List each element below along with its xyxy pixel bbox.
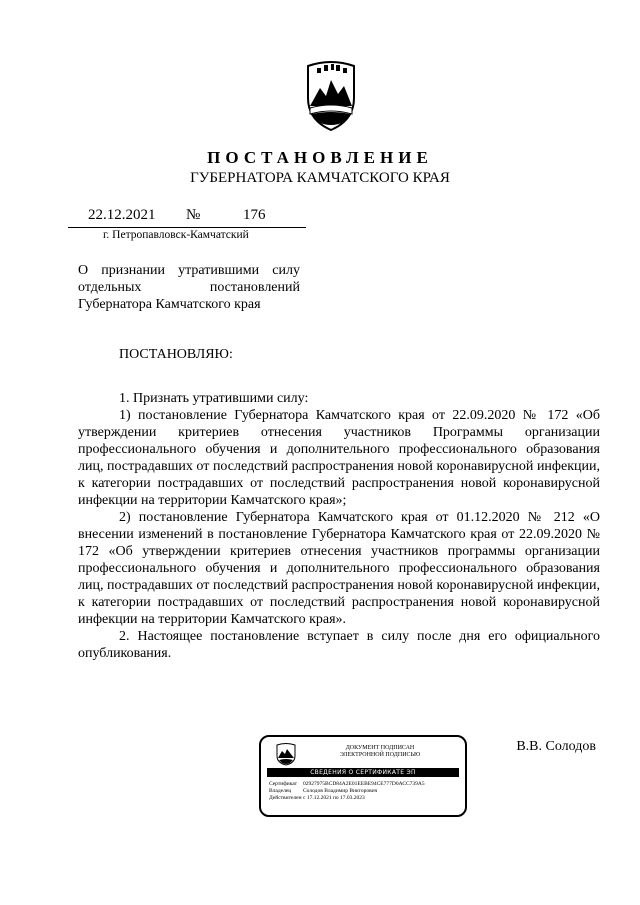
document-date: 22.12.2021 — [88, 207, 156, 223]
body-paragraph: 2. Настоящее постановление вступает в силу после дня его официального опубликования. — [78, 629, 600, 661]
stamp-header — [305, 745, 455, 759]
body-paragraph: 1. Признать утратившими силу: — [119, 391, 309, 406]
stamp-row — [269, 781, 464, 788]
stamp-row — [269, 795, 464, 802]
number-sign: № — [186, 207, 201, 223]
subject-line: О признании утратившими силу — [78, 263, 300, 278]
stamp-row-value: с 17.12.2021 по 17.03.2023 — [303, 795, 365, 801]
document-subject — [78, 262, 300, 313]
subject-line: отдельных постановлений — [78, 280, 300, 295]
stamp-cert-bar: СВЕДЕНИЯ О СЕРТИФИКАТЕ ЭП — [267, 768, 459, 777]
stamp-row-key: Сертификат — [269, 781, 297, 787]
stamp-row — [269, 788, 464, 795]
body-paragraph: 2) постановление Губернатора Камчатского края от 01.12.2020 № 212 «О внесении изменений в постановление Губернатора Камчатского края от 22.09.2020 № 172 «Об утверждении критериев отнесения участников программы организации профессионального обучения и дополнительного профессионального образования лиц, пострадавших от последствий распространения новой коронавирусной инфекции, к категории пострадавших от последствий распространения новой коронавирусной инфекции на территории Камчатского края». — [78, 510, 600, 627]
body-paragraph: 1) постановление Губернатора Камчатского края от 22.09.2020 № 172 «Об утверждении критериев отнесения участников Программы организации профессионального обучения и дополнительного профессионального образования лиц, пострадавших от последствий распространения новой коронавирусной инфекции, к категории пострадавших от последствий распространения новой коронавирусной инфекции на территории Камчатского края»; — [78, 408, 600, 508]
stamp-cert-details — [269, 781, 464, 802]
document-place: г. Петропавловск-Камчатский — [103, 229, 249, 241]
document-number: 176 — [243, 207, 266, 223]
electronic-signature-stamp — [259, 735, 467, 817]
stamp-header-line: ЭЛЕКТРОННОЙ ПОДПИСЬЮ — [339, 752, 421, 758]
stamp-row-key: Действителен — [269, 795, 302, 801]
signatory-name: В.В. Солодов — [516, 739, 596, 754]
document-subtitle: ГУБЕРНАТОРА КАМЧАТСКОГО КРАЯ — [190, 170, 450, 186]
stamp-header-line: ДОКУМЕНТ ПОДПИСАН — [345, 745, 415, 751]
date-number-line — [68, 205, 306, 228]
resolve-heading: ПОСТАНОВЛЯЮ: — [119, 347, 233, 362]
stamp-row-value: Солодов Владимир Викторович — [303, 788, 378, 794]
document-title: ПОСТАНОВЛЕНИЕ — [207, 148, 433, 167]
document-body — [78, 390, 600, 662]
stamp-row-key: Владелец — [269, 788, 292, 794]
subject-line: Губернатора Камчатского края — [78, 297, 261, 312]
stamp-row-value: 02927975ВСD84A2Е01ЕЕВЕ94СЕ777D0АСС739А5 — [303, 781, 425, 787]
kamchatka-emblem-icon — [300, 58, 362, 132]
stamp-emblem-icon — [275, 742, 297, 766]
